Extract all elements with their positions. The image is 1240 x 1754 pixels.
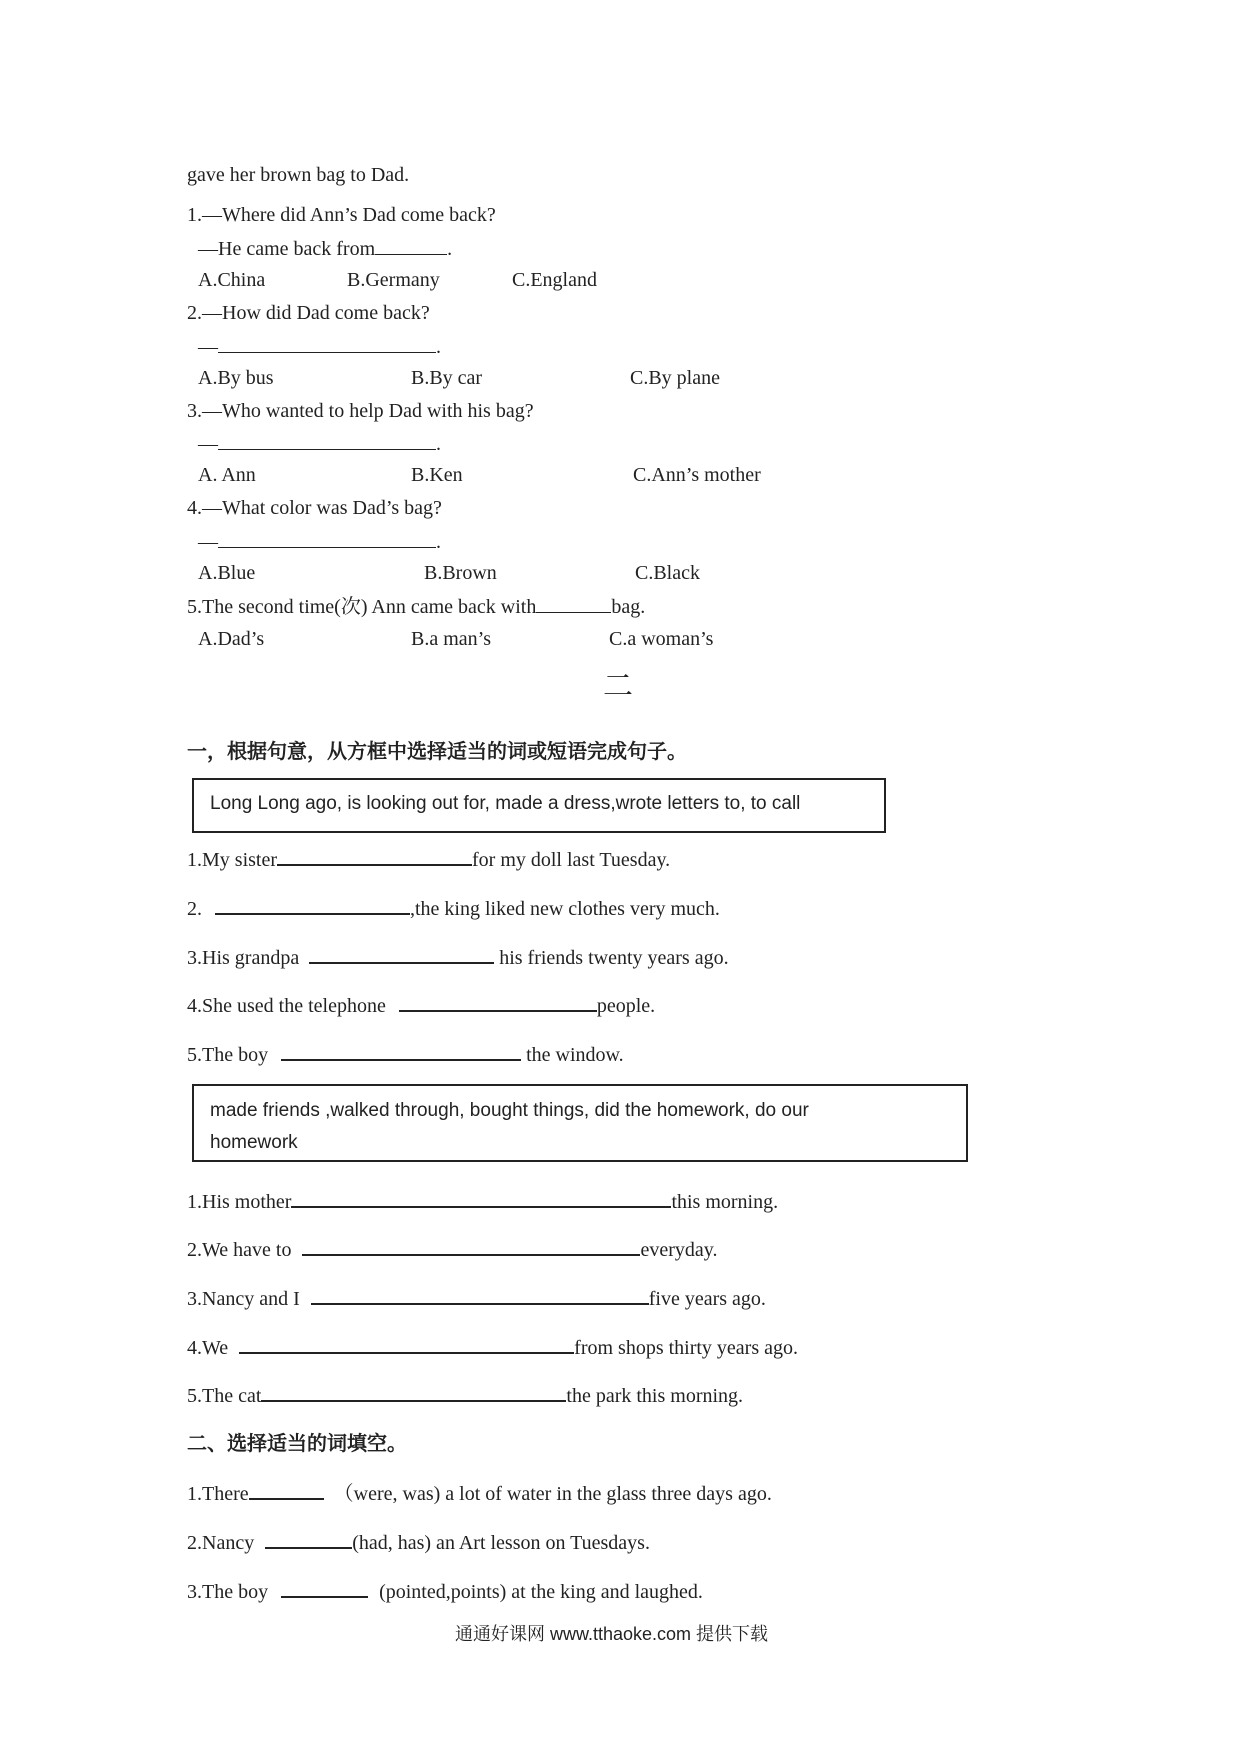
answer-prefix: — [198, 336, 218, 358]
answer-blank[interactable] [375, 236, 447, 255]
option-b: B.Germany [347, 269, 440, 291]
fill-item [187, 1188, 778, 1214]
item-prefix: 3.The boy [187, 1581, 274, 1603]
option-a: A.Dad’s [198, 628, 265, 650]
item-suffix: this morning. [671, 1191, 779, 1213]
word-box-2 [192, 1084, 968, 1162]
word-box-1 [192, 778, 886, 833]
item-suffix: ,the king liked new clothes very much. [410, 898, 720, 920]
question-suffix: bag. [611, 596, 646, 618]
option-a: A. Ann [198, 464, 256, 486]
question-5 [187, 594, 645, 619]
item-suffix: from shops thirty years ago. [574, 1337, 799, 1359]
option-c: C.Black [635, 562, 700, 584]
answer-prefix: — [198, 433, 218, 455]
answer-line-2 [198, 334, 441, 359]
option-c: C.Ann’s mother [633, 464, 761, 486]
item-prefix: 5.The boy [187, 1044, 274, 1066]
fill-item [187, 1334, 798, 1360]
word-box-1-text: Long Long ago, is looking out for, made a dress,wrote letters to, to call [210, 793, 801, 814]
fill-item [187, 895, 720, 921]
passage-end-text: gave her brown bag to Dad. [187, 164, 410, 186]
item-prefix: 1.His mother [187, 1191, 292, 1213]
answer-suffix: . [436, 433, 441, 455]
item-prefix: 4.We [187, 1337, 234, 1359]
word-box-2-line2: homework [210, 1132, 298, 1153]
fill-blank[interactable] [277, 846, 472, 866]
item-prefix: 2.We have to [187, 1239, 297, 1261]
fill-blank[interactable] [281, 1041, 521, 1061]
item-prefix: 3.Nancy and I [187, 1288, 305, 1310]
option-a: A.Blue [198, 562, 256, 584]
footer-text: 通通好课网 www.tthaoke.com 提供下载 [455, 1624, 769, 1644]
section-2-title: 二、选择适当的词填空。 [187, 1431, 407, 1455]
item-suffix: five years ago. [648, 1288, 766, 1310]
item-suffix: his friends twenty years ago. [494, 947, 729, 969]
item-prefix: 3.His grandpa [187, 947, 305, 969]
fill-blank[interactable] [302, 1236, 640, 1256]
item-suffix: the park this morning. [566, 1385, 744, 1407]
fill-blank[interactable] [265, 1529, 352, 1549]
answer-blank[interactable] [536, 594, 611, 613]
option-b: B.Brown [424, 562, 497, 584]
option-a: A.China [198, 269, 266, 291]
item-prefix: 1.My sister [187, 849, 277, 871]
option-b: B.By car [411, 367, 483, 389]
item-prefix: 5.The cat [187, 1385, 262, 1407]
answer-blank[interactable] [218, 529, 436, 548]
item-suffix: the window. [521, 1044, 624, 1066]
item-prefix: 1.There [187, 1483, 249, 1505]
fill-blank[interactable] [291, 1188, 671, 1208]
answer-blank[interactable] [218, 431, 436, 450]
question-text: 5.The second time(次) Ann came back with [187, 596, 537, 618]
option-b: B.a man’s [411, 628, 491, 650]
item-suffix: for my doll last Tuesday. [472, 849, 671, 871]
fill-blank[interactable] [309, 944, 494, 964]
fill-blank[interactable] [311, 1285, 649, 1305]
option-c: C.By plane [630, 367, 720, 389]
item-suffix: (had, has) an Art lesson on Tuesdays. [352, 1532, 650, 1554]
item-suffix: (pointed,points) at the king and laughed. [374, 1581, 703, 1603]
fill-blank[interactable] [239, 1334, 574, 1354]
answer-blank[interactable] [218, 334, 436, 353]
option-c: C.England [512, 269, 597, 291]
answer-line-3 [198, 431, 441, 456]
fill-blank[interactable] [249, 1480, 324, 1500]
answer-line-1 [198, 236, 452, 261]
item-prefix: 2.Nancy [187, 1532, 260, 1554]
item-prefix: 4.She used the telephone [187, 995, 391, 1017]
choice-item [187, 1480, 772, 1506]
item-suffix: （were, was) a lot of water in the glass three days ago. [333, 1483, 772, 1505]
fill-item [187, 846, 670, 872]
answer-prefix: — [198, 531, 218, 553]
answer-prefix: —He came back from [198, 238, 376, 260]
item-suffix: everyday. [640, 1239, 718, 1261]
fill-item [187, 1041, 624, 1067]
item-prefix: 2. [187, 898, 207, 920]
item-suffix: people. [596, 995, 656, 1017]
answer-suffix: . [447, 238, 453, 260]
word-box-2-line1: made friends ,walked through, bought things, did the homework, do our [210, 1100, 809, 1121]
answer-suffix: . [436, 336, 441, 358]
choice-item [187, 1529, 650, 1555]
fill-item [187, 944, 729, 970]
answer-line-4 [198, 529, 441, 554]
answer-suffix: . [436, 531, 441, 553]
question-4: 4.—What color was Dad’s bag? [187, 497, 442, 519]
option-c: C.a woman’s [609, 628, 714, 650]
option-a: A.By bus [198, 367, 274, 389]
section-1-title: 一，根据句意，从方框中选择适当的词或短语完成句子。 [187, 739, 687, 763]
choice-item [187, 1578, 703, 1604]
fill-item [187, 1285, 766, 1311]
question-1: 1.—Where did Ann’s Dad come back? [187, 204, 496, 226]
option-b: B.Ken [411, 464, 463, 486]
fill-item [187, 1382, 743, 1408]
fill-blank[interactable] [261, 1382, 566, 1402]
fill-item [187, 1236, 717, 1262]
fill-blank[interactable] [399, 992, 597, 1012]
fill-blank[interactable] [215, 895, 410, 915]
question-3: 3.—Who wanted to help Dad with his bag? [187, 400, 534, 422]
fill-blank[interactable] [281, 1578, 368, 1598]
section-divider-mark: 二 [603, 669, 633, 704]
fill-item [187, 992, 655, 1018]
question-2: 2.—How did Dad come back? [187, 302, 430, 324]
